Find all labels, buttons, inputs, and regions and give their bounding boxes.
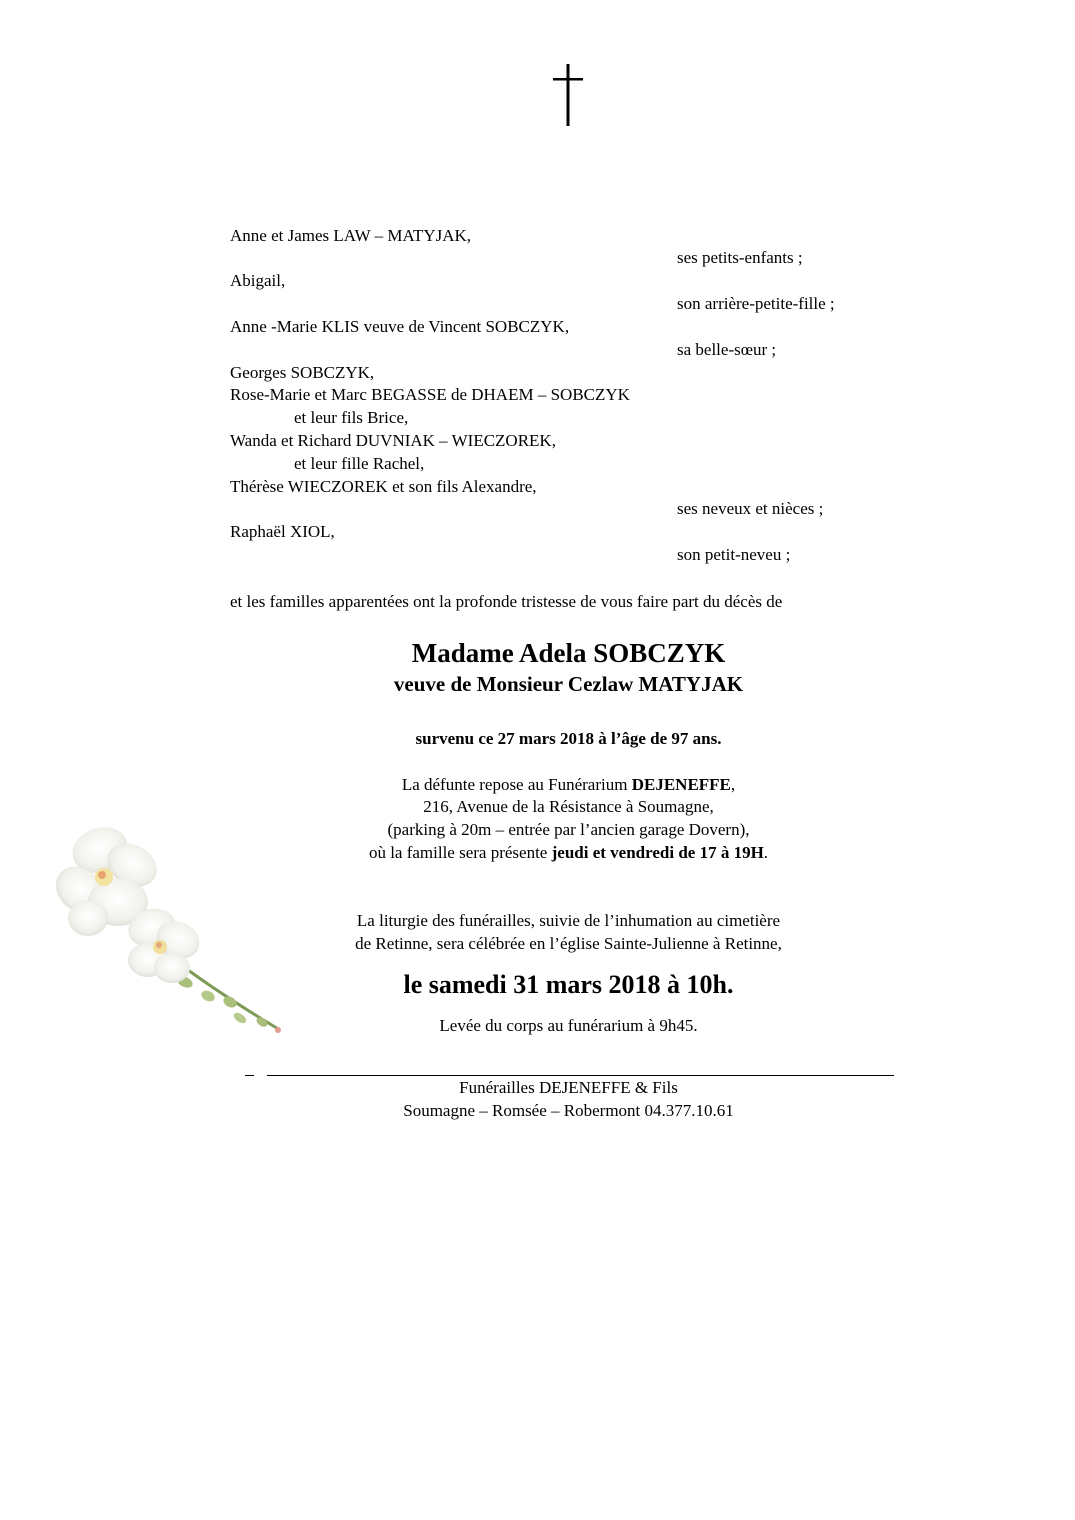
- relation-grandnephew: son petit-neveu ;: [677, 545, 791, 564]
- announcement-text: et les familles apparentées ont la profonde tristesse de vous faire part du décès de: [230, 592, 783, 611]
- repose-visiting-hours: où la famille sera présente jeudi et vendredi de 17 à 19H.: [368, 843, 769, 862]
- family-great-granddaughter: Abigail,: [230, 271, 286, 290]
- family-nephew: Thérèse WIECZOREK et son fils Alexandre,: [230, 477, 537, 496]
- family-sister-in-law: Anne -Marie KLIS veuve de Vincent SOBCZYK,: [230, 317, 570, 336]
- family-nephew: Rose-Marie et Marc BEGASSE de DHAEM – SOBCZYK: [230, 385, 630, 404]
- death-date: survenu ce 27 mars 2018 à l’âge de 97 ans.: [415, 729, 722, 748]
- family-nephew-child: et leur fils Brice,: [294, 408, 409, 427]
- ceremony-date: le samedi 31 mars 2018 à 10h.: [403, 970, 734, 999]
- deceased-name: Madame Adela SOBCZYK: [411, 638, 726, 668]
- cross-icon: [553, 64, 583, 126]
- levee-du-corps: Levée du corps au funérarium à 9h45.: [439, 1016, 698, 1035]
- deceased-widow-of: veuve de Monsieur Cezlaw MATYJAK: [393, 672, 744, 696]
- funeral-home-name: DEJENEFFE: [631, 775, 731, 794]
- repose-line-1: La défunte repose au Funérarium DEJENEFFE,: [401, 775, 736, 794]
- relation-sister-in-law: sa belle-sœur ;: [677, 340, 777, 359]
- family-nephew: Wanda et Richard DUVNIAK – WIECZOREK,: [230, 431, 556, 450]
- ceremony-line-1: La liturgie des funérailles, suivie de l’inhumation au cimetière: [356, 911, 781, 930]
- family-nephew: Georges SOBCZYK,: [230, 363, 375, 382]
- relation-great-granddaughter: son arrière-petite-fille ;: [677, 294, 835, 313]
- ceremony-line-2: de Retinne, sera célébrée en l’église Sainte-Julienne à Retinne,: [355, 934, 782, 953]
- family-grandchildren: Anne et James LAW – MATYJAK,: [230, 226, 472, 245]
- visiting-days: jeudi et vendredi de 17 à 19H: [551, 843, 764, 862]
- footer-company: Funérailles DEJENEFFE & Fils: [459, 1078, 678, 1097]
- footer-divider-short: [245, 1075, 254, 1076]
- family-grandnephew: Raphaël XIOL,: [230, 522, 335, 541]
- repose-address: 216, Avenue de la Résistance à Soumagne,: [423, 797, 714, 816]
- relation-grandchildren: ses petits-enfants ;: [677, 248, 803, 267]
- footer-contact: Soumagne – Romsée – Robermont 04.377.10.61: [403, 1101, 734, 1120]
- footer-divider: [267, 1075, 894, 1076]
- family-nephew-child: et leur fille Rachel,: [294, 454, 425, 473]
- repose-parking: (parking à 20m – entrée par l’ancien garage Dovern),: [387, 820, 750, 839]
- orchid-icon: [40, 810, 290, 1040]
- relation-nephews: ses neveux et nièces ;: [677, 499, 824, 518]
